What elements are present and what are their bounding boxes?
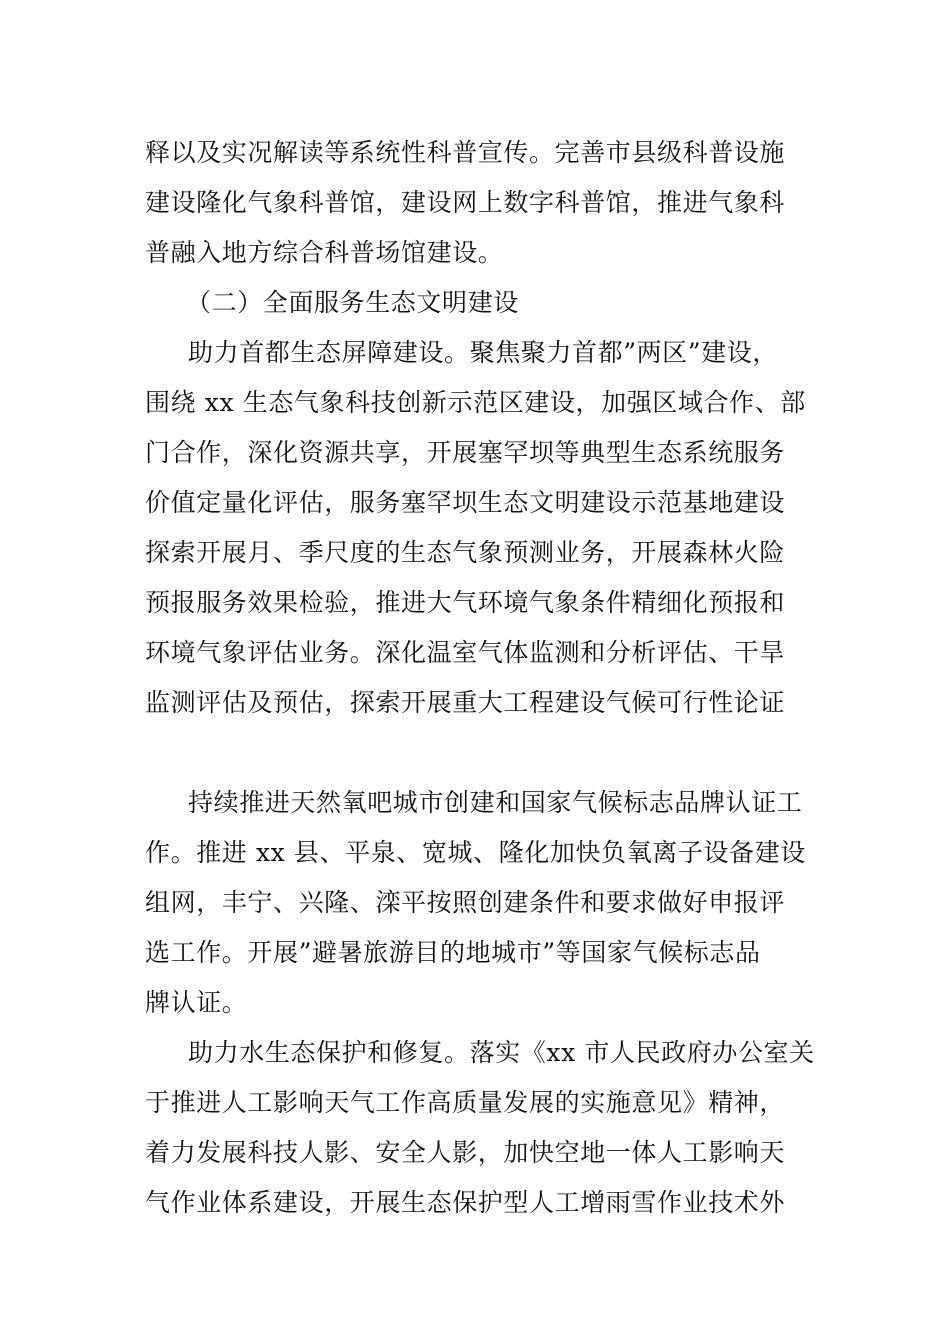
text-line: 建设隆化气象科普馆，建设网上数字科普馆，推进气象科 xyxy=(145,188,786,217)
paragraph-start-line: 助力首都生态屏障建设。聚焦聚力首都”两区”建设， xyxy=(188,338,778,367)
paragraph-start-line: 持续推进天然氧吧城市创建和国家气候标志品牌认证工 xyxy=(188,788,803,817)
text-line: 作。推进 xx 县、平泉、宽城、隆化加快负氧离子设备建设 xyxy=(145,838,806,867)
text-line: 监测评估及预估，探索开展重大工程建设气候可行性论证 xyxy=(145,688,786,717)
text-line: 价值定量化评估，服务塞罕坝生态文明建设示范基地建设 xyxy=(145,488,786,517)
text-line: 于推进人工影响天气工作高质量发展的实施意见》精神， xyxy=(145,1088,786,1117)
text-line: 气作业体系建设，开展生态保护型人工增雨雪作业技术外 xyxy=(145,1188,786,1217)
text-line: 探索开展月、季尺度的生态气象预测业务，开展森林火险 xyxy=(145,538,786,567)
text-line: 着力发展科技人影、安全人影，加快空地一体人工影响天 xyxy=(145,1138,786,1167)
paragraph-start-line: 助力水生态保护和修复。落实《xx 市人民政府办公室关 xyxy=(188,1038,815,1067)
text-line: 围绕 xx 生态气象科技创新示范区建设，加强区域合作、部 xyxy=(145,388,806,417)
text-line: 预报服务效果检验，推进大气环境气象条件精细化预报和 xyxy=(145,588,786,617)
text-line: 普融入地方综合科普场馆建设。 xyxy=(145,238,504,267)
section-heading: （二）全面服务生态文明建设 xyxy=(186,288,519,317)
text-line: 环境气象评估业务。深化温室气体监测和分析评估、干旱 xyxy=(145,638,786,667)
text-line: 组网，丰宁、兴隆、滦平按照创建条件和要求做好申报评 xyxy=(145,888,786,917)
text-line: 门合作，深化资源共享，开展塞罕坝等典型生态系统服务 xyxy=(145,438,786,467)
text-line: 释以及实况解读等系统性科普宣传。完善市县级科普设施 xyxy=(145,138,786,167)
text-line: 选工作。开展”避暑旅游目的地城市”等国家气候标志品 xyxy=(145,938,761,967)
text-line: 牌认证。 xyxy=(145,988,248,1017)
